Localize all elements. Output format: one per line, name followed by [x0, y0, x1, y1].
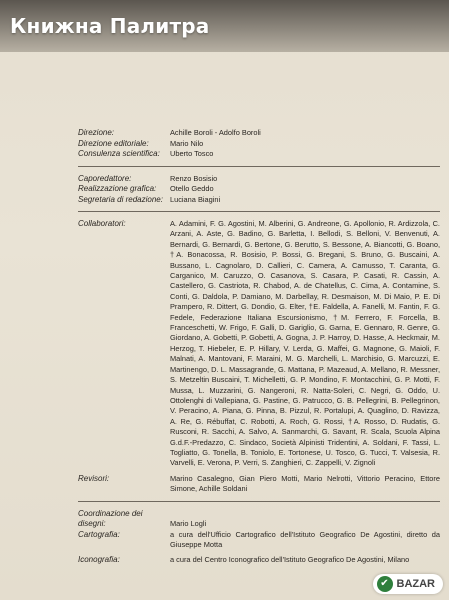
credit-value: a cura dell'Ufficio Cartografico dell'Istituto Geografico De Agostini, diretto da Giuseppe Motta	[170, 529, 440, 549]
credit-label: Direzione:	[78, 128, 115, 137]
credits-section-contributors	[78, 219, 440, 495]
credit-row-consulenza	[78, 149, 440, 160]
credit-value: Mario Logli	[170, 518, 207, 528]
credit-label: Revisori:	[78, 473, 110, 483]
revisori-list: Marino Casalegno, Gian Piero Motti, Mario Nelrotti, Vittorio Peracino, Ettore Simone, Achille Soldani	[170, 473, 440, 494]
credit-label: Caporedattore:	[78, 173, 132, 183]
credit-value: Otello Geddo	[170, 184, 214, 193]
credit-row-direzione-editoriale	[78, 139, 440, 150]
contributors-list: A. Adamini, F. G. Agostini, M. Alberini, G. Andreone, G. Apollonio, R. Ardizzola, C. Arzani, A. Aste, G. Badino, G. Barletta, I. Bellodi, S. Belloni, V. Benvenuti, A. Bernardi, G. Bernardi, G. Bertone, G. Berutto, S. Bessone, A. Biancotti, G. Boano, †A. Bonacossa, R. Bosisio, P. Bossi, G. Bregani, S. Bruno, G. Buscaini, A. Bussano, L. Cagnolaro, D. Callieri, C. Camera, A. Camusso, T. Caranta, G. Carganico, M. Caruzzo, O. Casanova, S. Casara, P. Casati, R. Cassin, A. Castellero, G. Castriota, R. Chabod, A. de Chatellus, C. Cima, A. Contamine, S. Conti, G. Daldola, P. Damiano, M. Darbellay, R. Desmaison, M. Di Maio, P. E. Di Prampero, R. Dittert, G. Dondio, G. Elter, †E. Faldella, A. Fanelli, M. Fantin, F. G. Fedele, Federazione Italiana Escursionismo, †M. Ferrero, F. Forcella, B. Franceschetti, W. Frigo, F. Galli, D. Gariglio, G. Garna, E. Gennaro, R. Genre, G. Giordano, A. Gobetti, P. Gobetti, A. Gogna, J. P. Harroy, D. Hasse, A. Heckmair, M. Herzog, T. Hiebeler, E. P. Hillary, V. Lerda, G. Maffei, G. Magnone, G. Maioli, F. Malnati, A. Mantovani, F. Maraini, M. G. Marchelli, L. Marchisio, G. Marcuzzi, E. Martinengo, D. L. Massagrande, G. Mattana, P. Mazeaud, A. Mellano, R. Messner, S. Metzeltin Buscaini, T. Michelletti, G. P. Mondino, F. Montacchini, G. P. Motti, F. Mussa, L. Muzzarini, G. Nangeroni, R. Natta-Soleri, C. Negri, G. Oddo, U. Ottolenghi di Vallepiana, G. Pastine, G. Patrucco, G. B. Pellegrini, B. Pellegrinon, V. Peracino, A. Piana, G. Pinna, B. Pizzul, R. Portalupi, A. Quaglino, D. Ravizza, A. Re, G. Rébuffat, C. Robotti, A. Roch, G. Rossi, †A. Rosso, D. Rudatis, G. Rusconi, R. Sacchi, A. Salvo, A. Sanmarchi, G. Savant, R. Scala, Scuola Alpina G.d.F.-Predazzo, C. Sindaco, Società Alpinisti Tridentini, A. Soldani, F. Tassi, L. Togliatto, G. Tonella, B. Toniolo, E. Tortonese, U. Tosco, G. Tucci, T. Valsesia, R. Varvelli, E. Verona, P. Verri, S. Zanghieri, C. Zappelli, V. Zignoli	[170, 219, 440, 468]
credit-row-cartografia	[78, 530, 440, 551]
divider	[78, 211, 440, 212]
credit-value: Renzo Bosisio	[170, 173, 218, 183]
credit-row-realizzazione	[78, 184, 440, 195]
credit-row-revisori	[78, 474, 440, 495]
credits-page	[78, 128, 440, 566]
divider	[78, 166, 440, 167]
credit-value: Mario Nilo	[170, 138, 204, 148]
credit-label: Consulenza scientifica:	[78, 149, 160, 158]
watermark-brand: Книжна Палитра	[10, 14, 210, 38]
credit-label: Coordinazione dei disegni:	[78, 508, 143, 529]
credit-row-collaboratori	[78, 219, 440, 469]
divider	[78, 501, 440, 502]
credit-label: Segretaria di redazione:	[78, 194, 163, 204]
site-badge	[373, 574, 444, 594]
credit-row-segretaria	[78, 195, 440, 206]
credit-label: Collaboratori:	[78, 219, 126, 228]
credit-label: Iconografia:	[78, 555, 120, 565]
credit-row-iconografia	[78, 555, 440, 566]
credit-row-direzione	[78, 128, 440, 139]
credit-row-caporedattore	[78, 174, 440, 185]
credit-value: Luciana Biagini	[170, 194, 221, 204]
credit-label: Realizzazione grafica:	[78, 184, 157, 193]
credit-label: Cartografia:	[78, 529, 120, 539]
credits-section-illustration	[78, 509, 440, 566]
credit-label: Direzione editoriale:	[78, 138, 149, 148]
credit-value: Achille Boroli - Adolfo Boroli	[170, 128, 261, 137]
site-badge-text: BAZAR	[396, 578, 435, 590]
credits-section-editorial	[78, 174, 440, 206]
watermark-bar	[0, 0, 449, 52]
credit-value: a cura del Centro Iconografico dell'Istituto Geografico De Agostini, Milano	[170, 555, 410, 565]
credits-section-direction	[78, 128, 440, 160]
bazar-logo-icon: ✔	[377, 576, 393, 592]
credit-value: Uberto Tosco	[170, 149, 214, 158]
credit-row-coordinazione	[78, 509, 440, 530]
